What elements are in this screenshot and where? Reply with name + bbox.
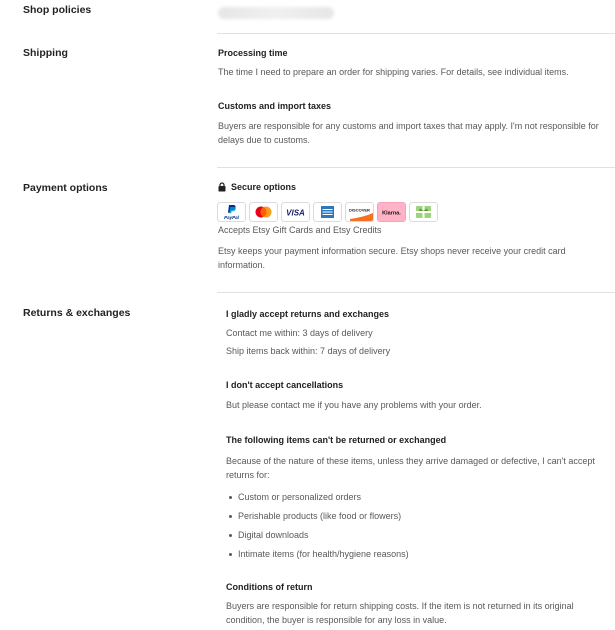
- contact-within-text: Contact me within: 3 days of delivery: [226, 328, 373, 338]
- cancellations-heading: I don't accept cancellations: [226, 380, 344, 390]
- paypal-icon: [217, 202, 246, 222]
- amex-icon: [313, 202, 342, 222]
- list-item: Digital downloads: [226, 527, 409, 546]
- cancellations-text: But please contact me if you have any problems with your order.: [226, 400, 482, 410]
- shop-last-updated-blurred: [218, 7, 334, 19]
- processing-time-text: The time I need to prepare an order for shipping varies. For details, see individual items.: [218, 67, 569, 77]
- list-item: Custom or personalized orders: [226, 489, 409, 508]
- conditions-heading: Conditions of return: [226, 582, 313, 592]
- payment-section-title: Payment options: [23, 182, 108, 194]
- svg-text:VISA: VISA: [286, 208, 305, 218]
- secure-options-text: Secure options: [231, 182, 297, 192]
- klarna-icon: [377, 202, 406, 222]
- etsy-gift-card-icon: [409, 202, 438, 222]
- returns-section-title: Returns & exchanges: [23, 307, 131, 319]
- excluded-text-line2: returns for:: [226, 470, 270, 480]
- divider: [217, 292, 615, 293]
- customs-text-line2: delays due to customs.: [218, 135, 311, 145]
- customs-text-line1: Buyers are responsible for any customs and import taxes that may apply. I'm not responsible for: [218, 121, 599, 131]
- ship-back-text: Ship items back within: 7 days of delivery: [226, 346, 391, 356]
- conditions-text-line1: Buyers are responsible for return shipping costs. If the item is not returned in its original: [226, 601, 574, 611]
- accept-returns-heading: I gladly accept returns and exchanges: [226, 309, 390, 319]
- svg-text:PayPal: PayPal: [224, 215, 239, 220]
- visa-icon: [281, 202, 310, 222]
- customs-heading: Customs and import taxes: [218, 101, 332, 111]
- payment-secure-text-line1: Etsy keeps your payment information secure. Etsy shops never receive your credit card: [218, 246, 566, 256]
- payment-methods-row: [217, 202, 438, 222]
- secure-options-label: [218, 182, 296, 192]
- divider: [217, 167, 615, 168]
- lock-icon: [218, 182, 226, 192]
- excluded-items-heading: The following items can't be returned or exchanged: [226, 435, 447, 445]
- svg-text:Klarna.: Klarna.: [382, 210, 401, 217]
- shop-policies-title: Shop policies: [23, 4, 92, 16]
- svg-text:DISCOVER: DISCOVER: [349, 207, 370, 213]
- excluded-text-line1: Because of the nature of these items, unless they arrive damaged or defective, I can't accept: [226, 456, 595, 466]
- payment-secure-text-line2: information.: [218, 260, 266, 270]
- divider: [217, 33, 615, 34]
- processing-time-heading: Processing time: [218, 48, 288, 58]
- gift-cards-text: Accepts Etsy Gift Cards and Etsy Credits: [218, 225, 382, 235]
- excluded-items-list: [226, 489, 409, 565]
- shipping-section-title: Shipping: [23, 47, 68, 59]
- discover-icon: [345, 202, 374, 222]
- conditions-text-line2: condition, the buyer is responsible for any loss in value.: [226, 615, 447, 625]
- mastercard-icon: [249, 202, 278, 222]
- list-item: Perishable products (like food or flowers): [226, 508, 409, 527]
- list-item: Intimate items (for health/hygiene reasons): [226, 546, 409, 565]
